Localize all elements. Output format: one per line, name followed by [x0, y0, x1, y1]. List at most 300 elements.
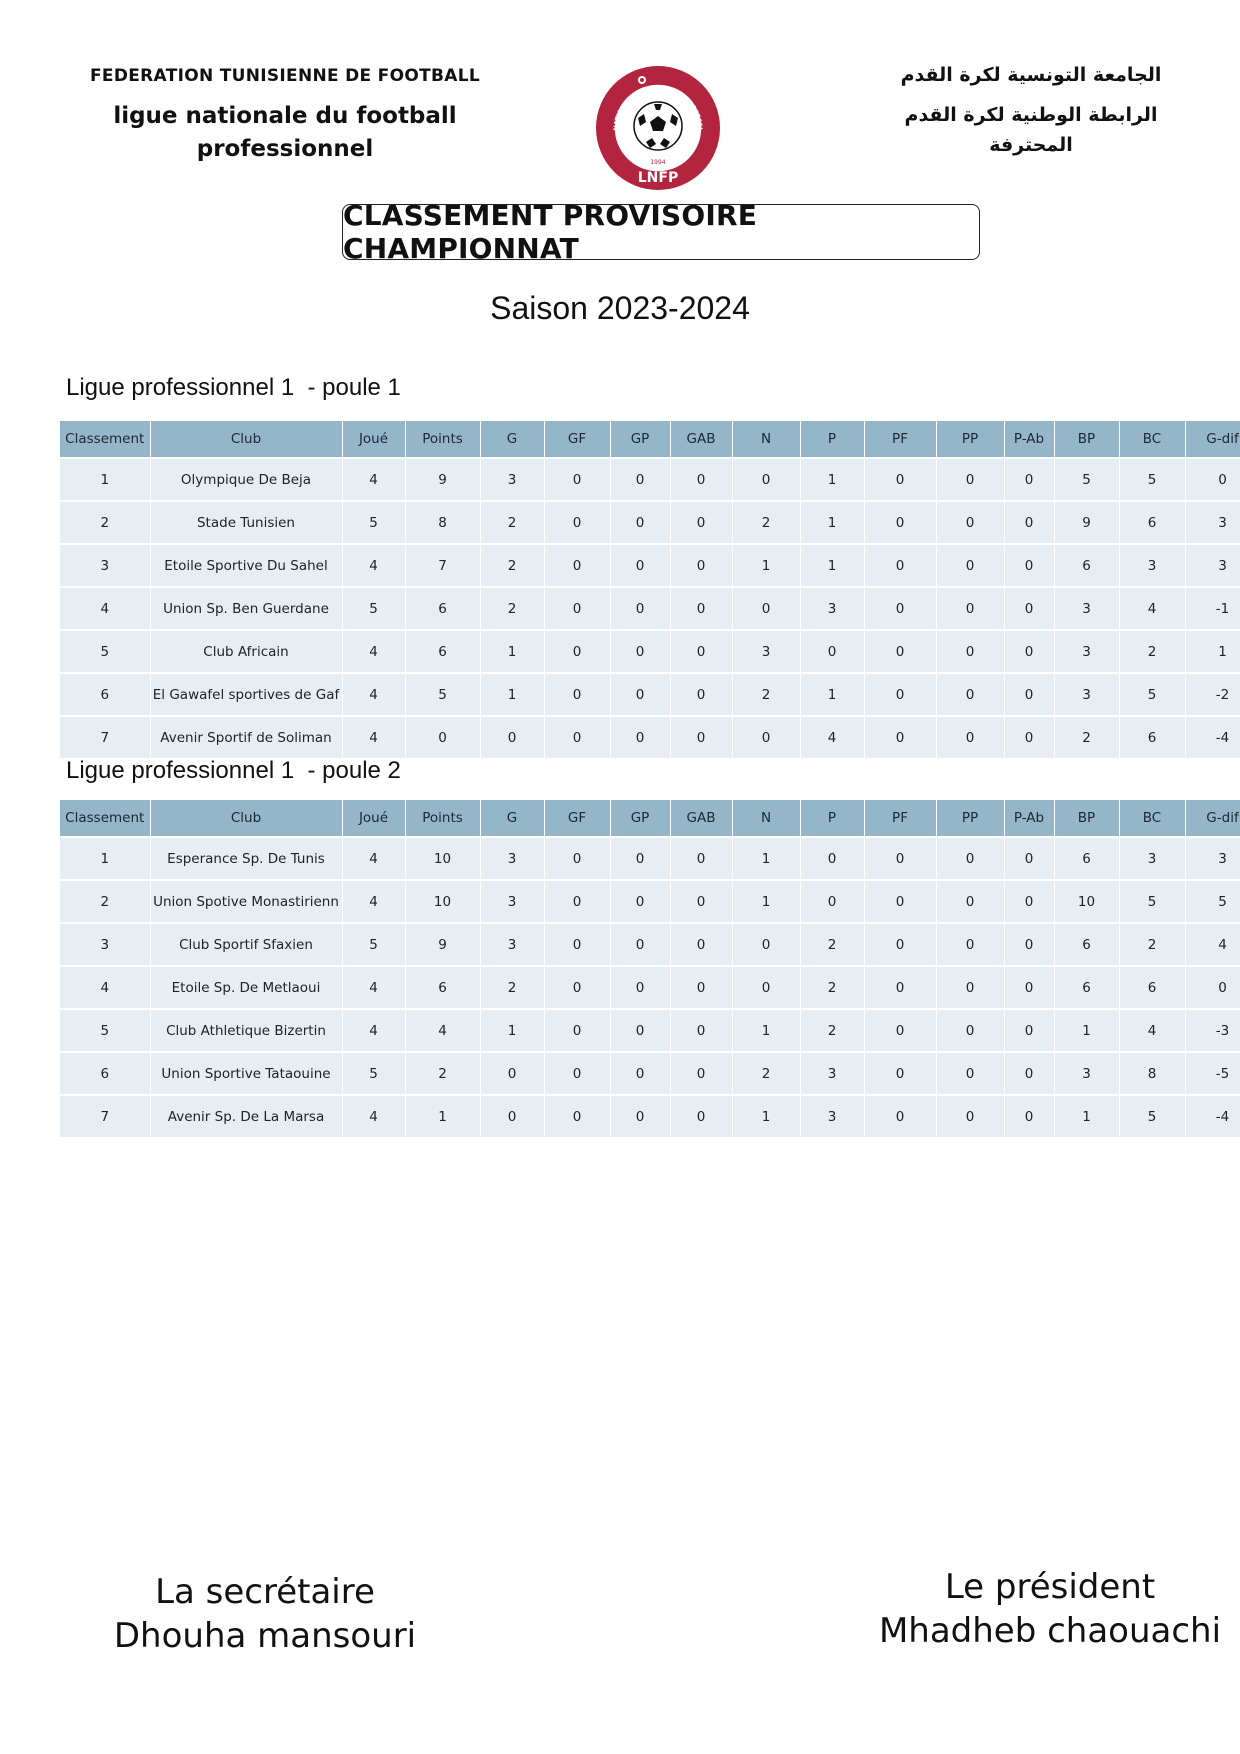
table-cell: 0: [544, 716, 610, 759]
table-row: [60, 837, 1240, 880]
table-cell: 8: [405, 501, 480, 544]
table-cell: 0: [670, 1009, 732, 1052]
table-cell: 2: [732, 673, 800, 716]
table-cell: 2: [480, 587, 544, 630]
column-header: Classement: [60, 800, 150, 837]
table-cell: 0: [1004, 716, 1054, 759]
table-cell: 5: [1119, 1095, 1185, 1138]
column-header: G: [480, 800, 544, 837]
table-cell: 1: [60, 837, 150, 880]
ligue-name: [70, 100, 500, 166]
header-right-arabic: [866, 64, 1196, 160]
table-cell: 0: [544, 923, 610, 966]
table-cell: 6: [60, 1052, 150, 1095]
table-cell: 0: [1004, 837, 1054, 880]
page-title-box: [342, 199, 980, 265]
column-header: Points: [405, 421, 480, 458]
poule2-title: Ligue professionnel 1 - poule 2: [66, 757, 401, 784]
table-cell: 8: [1119, 1052, 1185, 1095]
table-cell: 0: [936, 837, 1004, 880]
table-cell: 0: [544, 630, 610, 673]
table-cell: 0: [670, 923, 732, 966]
table-cell: 0: [544, 837, 610, 880]
table-cell: 0: [1004, 630, 1054, 673]
table-cell: 0: [610, 966, 670, 1009]
table-cell: 5: [1054, 458, 1119, 501]
table-cell: 1: [732, 880, 800, 923]
poule1-body: [60, 458, 1240, 759]
federation-name: FEDERATION TUNISIENNE DE FOOTBALL: [90, 66, 480, 86]
logo-abbr: LNFP: [637, 170, 679, 186]
table-cell: 0: [732, 587, 800, 630]
table-cell: 2: [732, 501, 800, 544]
table-cell: 0: [864, 923, 936, 966]
table-cell: 4: [342, 673, 405, 716]
table-cell: 0: [732, 458, 800, 501]
table-cell: 0: [610, 1052, 670, 1095]
column-header: N: [732, 800, 800, 837]
table-cell: 1: [732, 1009, 800, 1052]
club-cell: Olympique De Beja: [150, 458, 342, 501]
table-cell: 0: [1004, 1009, 1054, 1052]
table-cell: 0: [936, 880, 1004, 923]
table-cell: 6: [405, 630, 480, 673]
table-cell: 3: [1185, 501, 1240, 544]
table-cell: 0: [670, 630, 732, 673]
table-cell: 3: [1054, 630, 1119, 673]
table-cell: 10: [405, 880, 480, 923]
table-cell: 0: [1004, 587, 1054, 630]
table-cell: 0: [864, 544, 936, 587]
table-cell: 0: [936, 966, 1004, 1009]
table-row: [60, 1052, 1240, 1095]
table-cell: 0: [732, 923, 800, 966]
table-cell: 4: [1185, 923, 1240, 966]
table-cell: 0: [864, 837, 936, 880]
lnfp-logo-graphic: [594, 64, 722, 194]
column-header: BP: [1054, 800, 1119, 837]
table-cell: 0: [670, 544, 732, 587]
table-cell: 0: [1185, 966, 1240, 1009]
table-cell: 1: [60, 458, 150, 501]
signature-secretary: [100, 1570, 430, 1658]
table-cell: 1: [1054, 1095, 1119, 1138]
table-cell: 4: [342, 1009, 405, 1052]
table-row: [60, 673, 1240, 716]
table-cell: 6: [1054, 837, 1119, 880]
ligue-name-line1: ligue nationale du football: [113, 103, 457, 129]
table-cell: 1: [800, 458, 864, 501]
president-role: Le président: [944, 1567, 1156, 1607]
table-row: [60, 1095, 1240, 1138]
table-cell: 0: [1004, 544, 1054, 587]
table-cell: 0: [544, 587, 610, 630]
table-cell: 0: [936, 501, 1004, 544]
table-cell: 0: [1004, 1052, 1054, 1095]
table-cell: 4: [342, 716, 405, 759]
table-cell: 3: [1054, 587, 1119, 630]
table-cell: 3: [480, 458, 544, 501]
table-cell: 0: [732, 966, 800, 1009]
arabic-ligue-name: [866, 100, 1196, 160]
table-row: [60, 630, 1240, 673]
table-cell: 0: [1004, 966, 1054, 1009]
table-cell: 6: [405, 966, 480, 1009]
table-cell: 0: [610, 544, 670, 587]
club-cell: Club Sportif Sfaxien: [150, 923, 342, 966]
table-cell: 0: [936, 716, 1004, 759]
table-cell: 0: [610, 1095, 670, 1138]
table-cell: 1: [732, 1095, 800, 1138]
table-cell: 0: [610, 837, 670, 880]
club-cell: Union Sp. Ben Guerdane: [150, 587, 342, 630]
table-cell: 0: [936, 1052, 1004, 1095]
table-row: [60, 458, 1240, 501]
poule1-header-row: [60, 421, 1240, 458]
column-header: GP: [610, 421, 670, 458]
table-cell: 4: [342, 966, 405, 1009]
lnfp-logo: [594, 64, 722, 194]
table-cell: 0: [864, 501, 936, 544]
table-cell: 6: [60, 673, 150, 716]
club-cell: El Gawafel sportives de Gaf: [150, 673, 342, 716]
table-cell: 9: [405, 923, 480, 966]
table-cell: 4: [342, 880, 405, 923]
table-cell: 0: [610, 630, 670, 673]
club-cell: Esperance Sp. De Tunis: [150, 837, 342, 880]
table-cell: 2: [1119, 923, 1185, 966]
club-cell: Avenir Sportif de Soliman: [150, 716, 342, 759]
table-cell: 4: [342, 1095, 405, 1138]
club-cell: Etoile Sportive Du Sahel: [150, 544, 342, 587]
club-cell: Stade Tunisien: [150, 501, 342, 544]
table-cell: 0: [480, 1052, 544, 1095]
table-cell: 0: [864, 587, 936, 630]
club-cell: Etoile Sp. De Metlaoui: [150, 966, 342, 1009]
table-cell: 1: [1054, 1009, 1119, 1052]
table-cell: 3: [800, 1095, 864, 1138]
table-cell: 1: [732, 837, 800, 880]
table-cell: 0: [544, 1095, 610, 1138]
table-cell: 6: [405, 587, 480, 630]
table-cell: 2: [480, 501, 544, 544]
table-cell: 0: [864, 673, 936, 716]
table-cell: 4: [60, 587, 150, 630]
column-header: PF: [864, 800, 936, 837]
table-cell: 3: [800, 587, 864, 630]
column-header: Joué: [342, 800, 405, 837]
logo-year: 1994: [650, 159, 666, 166]
column-header: GAB: [670, 800, 732, 837]
poule2-body: [60, 837, 1240, 1138]
table-cell: 0: [936, 673, 1004, 716]
table-cell: 6: [1119, 716, 1185, 759]
column-header: Club: [150, 421, 342, 458]
table-cell: 6: [1054, 544, 1119, 587]
club-cell: Club Athletique Bizertin: [150, 1009, 342, 1052]
table-cell: 5: [342, 501, 405, 544]
poule1-standings-table: [60, 421, 1240, 760]
table-cell: 0: [670, 880, 732, 923]
table-cell: 0: [732, 716, 800, 759]
arabic-ligue-line2: المحترفة: [989, 134, 1073, 156]
table-cell: 0: [544, 966, 610, 1009]
table-cell: 0: [610, 673, 670, 716]
header-left: [70, 66, 500, 166]
table-cell: -3: [1185, 1009, 1240, 1052]
table-cell: 5: [1119, 458, 1185, 501]
table-cell: 0: [1004, 501, 1054, 544]
table-cell: 4: [1119, 1009, 1185, 1052]
table-cell: 0: [670, 716, 732, 759]
column-header: BC: [1119, 800, 1185, 837]
column-header: GF: [544, 800, 610, 837]
table-row: [60, 966, 1240, 1009]
table-cell: 4: [342, 458, 405, 501]
table-cell: 1: [480, 630, 544, 673]
table-cell: 9: [1054, 501, 1119, 544]
arabic-federation-name: الجامعة التونسية لكرة القدم: [900, 64, 1162, 86]
table-cell: 3: [1185, 544, 1240, 587]
table-cell: 5: [1185, 880, 1240, 923]
table-cell: 0: [936, 587, 1004, 630]
table-cell: 0: [670, 1095, 732, 1138]
table-cell: 6: [1054, 966, 1119, 1009]
table-cell: 0: [544, 1052, 610, 1095]
table-cell: 2: [1054, 716, 1119, 759]
table-row: [60, 587, 1240, 630]
table-cell: 0: [936, 544, 1004, 587]
club-cell: Avenir Sp. De La Marsa: [150, 1095, 342, 1138]
column-header: N: [732, 421, 800, 458]
table-cell: -1: [1185, 587, 1240, 630]
table-cell: 0: [1004, 673, 1054, 716]
table-cell: 0: [670, 1052, 732, 1095]
table-cell: -4: [1185, 716, 1240, 759]
table-cell: 2: [405, 1052, 480, 1095]
table-cell: 1: [405, 1095, 480, 1138]
table-cell: 3: [1185, 837, 1240, 880]
table-cell: 0: [544, 544, 610, 587]
table-cell: 3: [732, 630, 800, 673]
table-cell: 0: [800, 630, 864, 673]
column-header: PP: [936, 800, 1004, 837]
poule2-standings-table: [60, 800, 1240, 1139]
table-cell: 9: [405, 458, 480, 501]
table-cell: 2: [480, 966, 544, 1009]
club-cell: Club Africain: [150, 630, 342, 673]
table-cell: -2: [1185, 673, 1240, 716]
table-cell: 4: [800, 716, 864, 759]
table-cell: 6: [1119, 501, 1185, 544]
table-row: [60, 880, 1240, 923]
table-cell: 0: [610, 923, 670, 966]
table-cell: 4: [342, 837, 405, 880]
page-title: CLASSEMENT PROVISOIRE CHAMPIONNAT: [343, 199, 758, 265]
table-cell: 2: [60, 501, 150, 544]
column-header: G-dif: [1185, 800, 1240, 837]
column-header: Joué: [342, 421, 405, 458]
club-cell: Union Spotive Monastirienn: [150, 880, 342, 923]
table-cell: 0: [1004, 880, 1054, 923]
table-row: [60, 544, 1240, 587]
logo-ring-text: NATIONALE DE FOOTBALL PROFESSI: [612, 84, 704, 131]
table-cell: 7: [60, 1095, 150, 1138]
table-cell: 1: [480, 673, 544, 716]
table-cell: 0: [670, 458, 732, 501]
table-cell: 1: [800, 544, 864, 587]
table-cell: 0: [936, 630, 1004, 673]
table-cell: 0: [670, 837, 732, 880]
table-cell: 0: [864, 966, 936, 1009]
table-cell: 6: [1119, 966, 1185, 1009]
table-cell: 3: [480, 923, 544, 966]
club-cell: Union Sportive Tataouine: [150, 1052, 342, 1095]
column-header: Classement: [60, 421, 150, 458]
table-cell: 0: [864, 630, 936, 673]
table-cell: 5: [60, 630, 150, 673]
season-label: Saison 2023-2024: [490, 290, 750, 326]
table-cell: 4: [405, 1009, 480, 1052]
table-cell: 2: [732, 1052, 800, 1095]
secretary-role: La secrétaire: [155, 1572, 375, 1612]
table-cell: 0: [936, 923, 1004, 966]
table-cell: 0: [800, 880, 864, 923]
column-header: GAB: [670, 421, 732, 458]
arabic-ligue-line1: الرابطة الوطنية لكرة القدم: [904, 104, 1158, 126]
table-cell: 0: [1004, 1095, 1054, 1138]
table-cell: 0: [1004, 923, 1054, 966]
column-header: GF: [544, 421, 610, 458]
secretary-name: Dhouha mansouri: [113, 1616, 417, 1656]
column-header: G: [480, 421, 544, 458]
table-cell: 7: [60, 716, 150, 759]
ligue-name-line2: professionnel: [196, 136, 374, 162]
table-cell: 0: [544, 501, 610, 544]
column-header: BC: [1119, 421, 1185, 458]
table-cell: 5: [60, 1009, 150, 1052]
column-header: Club: [150, 800, 342, 837]
table-cell: 3: [60, 544, 150, 587]
table-cell: 0: [1004, 458, 1054, 501]
table-cell: 0: [670, 501, 732, 544]
table-cell: 4: [60, 966, 150, 1009]
table-cell: 0: [864, 716, 936, 759]
table-row: [60, 501, 1240, 544]
table-cell: 2: [480, 544, 544, 587]
table-cell: 3: [1119, 544, 1185, 587]
column-header: P-Ab: [1004, 800, 1054, 837]
column-header: P: [800, 800, 864, 837]
table-cell: 0: [1185, 458, 1240, 501]
table-cell: 0: [405, 716, 480, 759]
table-cell: 0: [610, 501, 670, 544]
table-cell: 5: [342, 587, 405, 630]
table-cell: 0: [864, 1009, 936, 1052]
table-cell: 0: [936, 458, 1004, 501]
table-cell: 3: [1119, 837, 1185, 880]
signature-president: [870, 1565, 1230, 1653]
table-cell: 5: [1119, 673, 1185, 716]
table-cell: 0: [864, 1052, 936, 1095]
table-cell: 5: [1119, 880, 1185, 923]
table-cell: 0: [800, 837, 864, 880]
column-header: GP: [610, 800, 670, 837]
column-header: BP: [1054, 421, 1119, 458]
table-cell: 1: [1185, 630, 1240, 673]
table-cell: -5: [1185, 1052, 1240, 1095]
table-cell: 0: [670, 966, 732, 1009]
table-cell: 0: [864, 1095, 936, 1138]
table-cell: 3: [480, 880, 544, 923]
table-cell: 0: [670, 673, 732, 716]
table-cell: 0: [544, 1009, 610, 1052]
table-cell: 1: [800, 673, 864, 716]
column-header: PP: [936, 421, 1004, 458]
table-cell: 0: [610, 1009, 670, 1052]
table-row: [60, 1009, 1240, 1052]
table-row: [60, 716, 1240, 759]
table-row: [60, 923, 1240, 966]
table-cell: 2: [60, 880, 150, 923]
table-cell: 2: [1119, 630, 1185, 673]
table-cell: 1: [732, 544, 800, 587]
table-cell: 0: [610, 880, 670, 923]
table-cell: 0: [864, 458, 936, 501]
table-cell: 0: [936, 1095, 1004, 1138]
table-cell: 1: [800, 501, 864, 544]
table-cell: 0: [610, 587, 670, 630]
poule1-title: Ligue professionnel 1 - poule 1: [66, 374, 401, 401]
column-header: Points: [405, 800, 480, 837]
table-cell: 5: [342, 1052, 405, 1095]
table-cell: 7: [405, 544, 480, 587]
table-cell: 0: [670, 587, 732, 630]
table-cell: 0: [936, 1009, 1004, 1052]
table-cell: 10: [405, 837, 480, 880]
table-cell: 3: [800, 1052, 864, 1095]
table-cell: 6: [1054, 923, 1119, 966]
table-cell: 0: [544, 880, 610, 923]
table-cell: 0: [610, 716, 670, 759]
table-cell: 4: [342, 630, 405, 673]
table-cell: 5: [342, 923, 405, 966]
table-cell: 1: [480, 1009, 544, 1052]
table-cell: 5: [405, 673, 480, 716]
president-name: Mhadheb chaouachi: [878, 1611, 1222, 1651]
table-cell: 2: [800, 1009, 864, 1052]
table-cell: 0: [864, 880, 936, 923]
table-cell: 0: [480, 1095, 544, 1138]
table-cell: 2: [800, 966, 864, 1009]
table-cell: 4: [342, 544, 405, 587]
table-cell: 3: [1054, 673, 1119, 716]
column-header: G-dif: [1185, 421, 1240, 458]
column-header: P-Ab: [1004, 421, 1054, 458]
table-cell: 10: [1054, 880, 1119, 923]
table-cell: 4: [1119, 587, 1185, 630]
table-cell: 0: [544, 458, 610, 501]
table-cell: -4: [1185, 1095, 1240, 1138]
table-cell: 0: [610, 458, 670, 501]
poule2-header-row: [60, 800, 1240, 837]
table-cell: 3: [60, 923, 150, 966]
table-cell: 0: [480, 716, 544, 759]
table-cell: 2: [800, 923, 864, 966]
table-cell: 3: [1054, 1052, 1119, 1095]
table-cell: 0: [544, 673, 610, 716]
column-header: PF: [864, 421, 936, 458]
